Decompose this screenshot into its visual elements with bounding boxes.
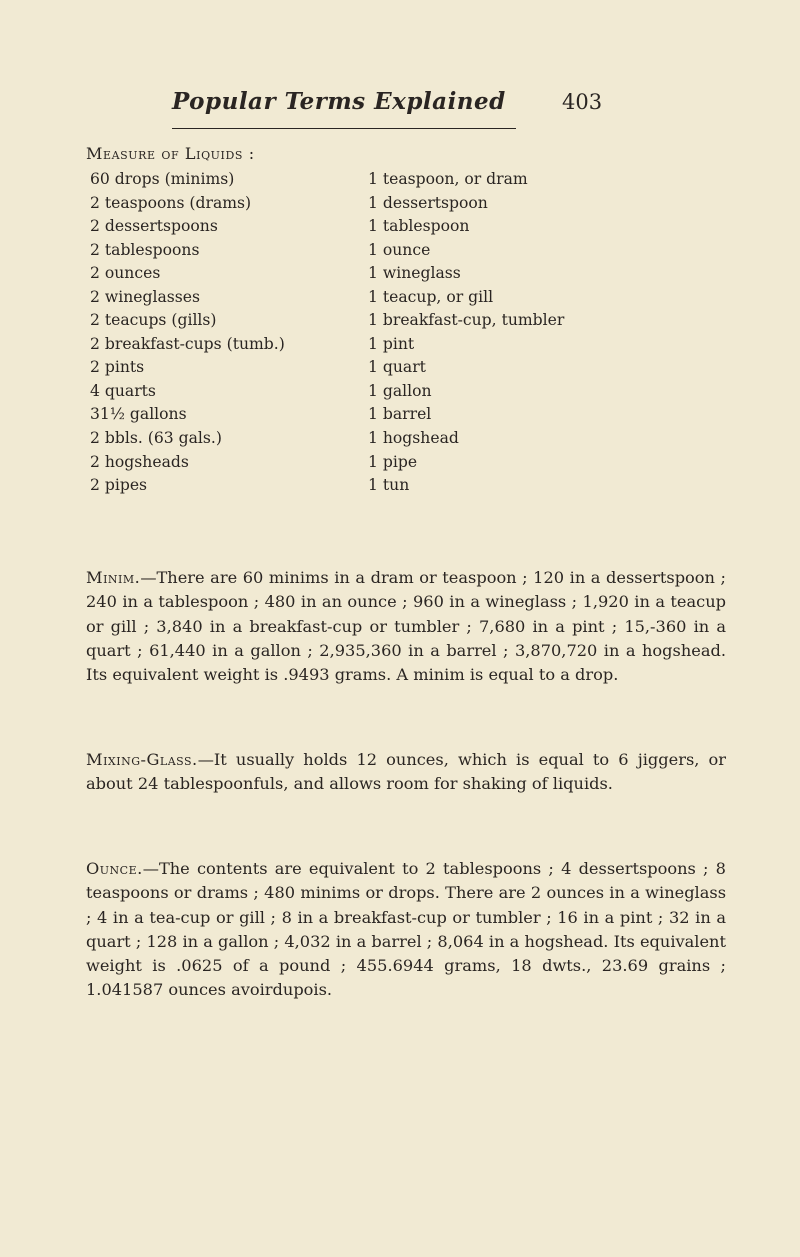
measure-equivalent: 1 wineglass: [368, 264, 461, 283]
header-rule: [172, 128, 516, 129]
measure-quantity: 2 pints: [90, 358, 145, 377]
table-row: [86, 427, 726, 451]
measure-quantity: 31½ gallons: [90, 405, 187, 424]
table-row: [86, 403, 726, 427]
table-row: [86, 474, 726, 498]
table-row: [86, 239, 726, 263]
entry-term: Mixing-Glass.: [86, 750, 198, 769]
table-row: [86, 286, 726, 310]
entry-text: —The contents are equivalent to 2 tablespoons ; 4 dessertspoons ; 8 teaspoons or drams ; 480 minims or drops. There are 2 ounces in a wineglass ; 4 in a tea-cup or gill ; 8 in a breakfast-cup or tumbler ; 16 in a pint ; 32 in a quart ; 128 in a gallon ; 4,032 in a barrel ; 8,064 in a hogshead. Its equivalent weight is .0625 of a pound ; 455.6944 grams, 18 dwts., 23.69 grains ; 1.041587 ounces avoirdupois.: [86, 859, 726, 1000]
mixing-glass-entry: [86, 748, 726, 797]
measure-quantity: 2 tablespoons: [90, 240, 200, 259]
measure-equivalent: 1 teacup, or gill: [368, 287, 494, 306]
measure-equivalent: 1 gallon: [368, 381, 432, 400]
measure-quantity: 2 pipes: [90, 476, 148, 495]
table-row: [86, 262, 726, 286]
measure-quantity: 2 teacups (gills): [90, 311, 217, 330]
measure-equivalent: 1 hogshead: [368, 429, 459, 448]
measure-quantity: 2 teaspoons (drams): [90, 193, 252, 212]
measure-quantity: 2 dessertspoons: [90, 217, 218, 236]
page-number: 403: [562, 90, 603, 114]
measure-equivalent: 1 dessertspoon: [368, 193, 488, 212]
measure-quantity: 2 wineglasses: [90, 287, 200, 306]
measure-equivalent: 1 pipe: [368, 452, 418, 471]
measure-quantity: 2 bbls. (63 gals.): [90, 429, 222, 448]
measure-of-liquids-table: [86, 168, 726, 498]
measure-quantity: 2 ounces: [90, 264, 161, 283]
table-row: [86, 356, 726, 380]
measure-equivalent: 1 tablespoon: [368, 217, 470, 236]
measure-equivalent: 1 breakfast-cup, tumbler: [368, 311, 565, 330]
measure-equivalent: 1 teaspoon, or dram: [368, 170, 528, 188]
running-title: Popular Terms Explained: [172, 88, 506, 115]
entry-text: —It usually holds 12 ounces, which is equal to 6 jiggers, or about 24 tablespoonfuls, and allows room for shaking of liquids.: [86, 750, 726, 794]
table-row: [86, 215, 726, 239]
table-row: [86, 309, 726, 333]
measure-of-liquids-heading: Measure of Liquids :: [86, 144, 255, 163]
measure-quantity: 2 breakfast-cups (tumb.): [90, 334, 285, 353]
table-row: [86, 168, 726, 192]
ounce-entry: [86, 857, 726, 1003]
measure-equivalent: 1 ounce: [368, 240, 431, 259]
measure-equivalent: 1 pint: [368, 334, 415, 353]
entry-text: —There are 60 minims in a dram or teaspoon ; 120 in a dessertspoon ; 240 in a tablespoon ; 480 in an ounce ; 960 in a wineglass ; 1,920 in a teacup or gill ; 3,840 in a breakfast-cup or tumbler ; 7,680 in a pint ; 15,-360 in a quart ; 61,440 in a gallon ; 2,935,360 in a barrel ; 3,870,720 in a hogshead. Its equivalent weight is .9493 grams. A minim is equal to a drop.: [86, 568, 726, 685]
measure-quantity: 2 hogsheads: [90, 452, 189, 471]
entry-term: Minim.: [86, 568, 141, 587]
measure-equivalent: 1 barrel: [368, 405, 432, 424]
table-row: [86, 451, 726, 475]
measure-equivalent: 1 tun: [368, 476, 410, 495]
table-row: [86, 333, 726, 357]
running-head: [0, 88, 800, 128]
table-row: [86, 380, 726, 404]
entry-term: Ounce.: [86, 859, 143, 878]
measure-quantity: 60 drops (minims): [90, 170, 235, 188]
minim-entry: [86, 566, 726, 687]
measure-equivalent: 1 quart: [368, 358, 426, 377]
table-row: [86, 192, 726, 216]
measure-quantity: 4 quarts: [90, 381, 156, 400]
